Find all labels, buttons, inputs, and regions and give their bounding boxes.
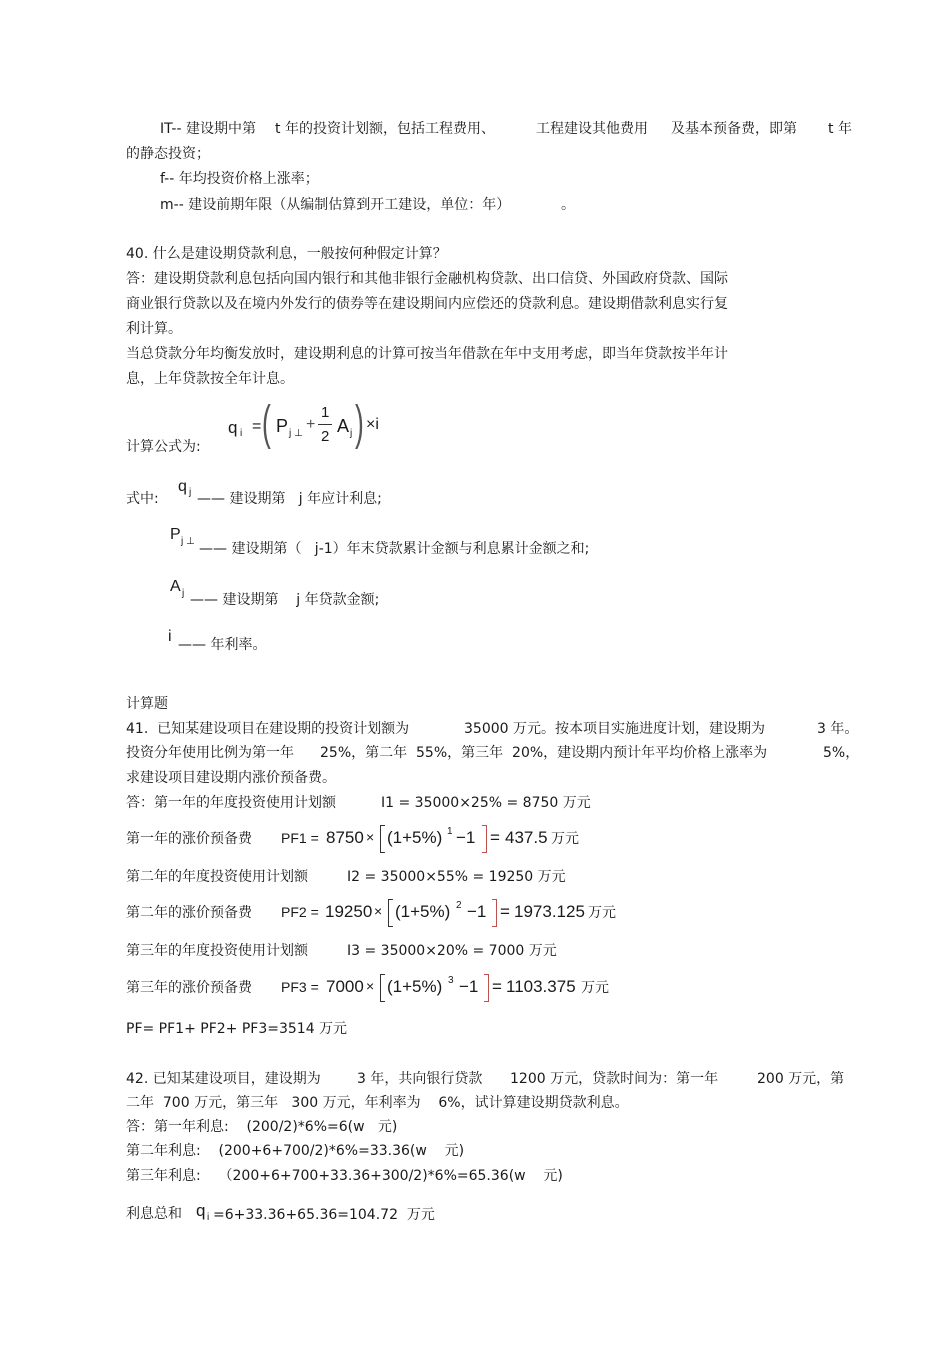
q41-line2b: 25%，第二年 55%，第三年 20%，建设期内预计年平均价格上涨率为	[320, 745, 768, 761]
q42-line1a: 42. 已知某建设项目，建设期为	[126, 1071, 321, 1087]
q41-year2-plan-value: I2 = 35000×55% = 19250 万元	[347, 869, 566, 885]
q41-line1b: 35000 万元。按本项目实施进度计划，建设期为	[464, 721, 765, 737]
def-q-symbol: q	[178, 478, 187, 495]
formula-equals: =	[252, 418, 262, 435]
def-P-sub: j ⊥	[181, 536, 195, 547]
q42-answer-year2: 第二年利息: (200+6+700/2)*6%=33.36(w 元)	[126, 1143, 465, 1159]
pf2-unit: 万元	[588, 905, 616, 921]
pf3-unit: 万元	[581, 980, 609, 996]
q41-line3: 求建设项目建设期内涨价预备费。	[126, 770, 336, 786]
formula-A: A	[337, 416, 350, 436]
q41-year1-plan-label: 答：第一年的年度投资使用计划额	[126, 795, 336, 811]
q42-line2: 二年 700 万元，第三年 300 万元，年利率为 6%，试计算建设期贷款利息。	[126, 1095, 629, 1111]
pf1-right-bracket	[482, 825, 487, 853]
pf1-unit: 万元	[551, 831, 579, 847]
pf2-result: 1973.125	[514, 902, 585, 921]
pf3-name: PF3 =	[281, 979, 319, 995]
q42-answer-year3: 第三年利息: （200+6+700+33.36+300/2)*6%=65.36(w 元)	[126, 1168, 563, 1184]
pf2-minus-one: −1	[467, 902, 487, 921]
q41-pf3-label: 第三年的涨价预备费	[126, 980, 252, 996]
q42-line1b: 3 年，共向银行贷款	[357, 1071, 483, 1087]
pf2-name: PF2 =	[281, 904, 319, 920]
formula-q: q	[228, 418, 238, 437]
pf2-growth: (1+5%)	[395, 902, 451, 921]
formula-numerator: 1	[321, 404, 330, 421]
it-def-part1: IT-- 建设期中第	[160, 121, 256, 137]
pf3-right-bracket	[484, 974, 489, 1002]
q42-total-label: 利息总和	[126, 1206, 182, 1222]
q41-sum: PF= PF1+ PF2+ PF3=3514 万元	[126, 1021, 348, 1037]
fraction-bar	[318, 424, 332, 425]
q40-question: 40. 什么是建设期贷款利息，一般按何种假定计算？	[126, 246, 447, 262]
q41-pf1-label: 第一年的涨价预备费	[126, 831, 252, 847]
q41-line1c: 3 年。	[817, 721, 859, 737]
q40-answer-line3: 利计算。	[126, 321, 182, 337]
q40-assume-line1: 当总贷款分年均衡发放时，建设期利息的计算可按当年借款在年中支用考虑，即当年贷款按半年计	[126, 346, 728, 362]
formula-P: P	[276, 416, 289, 436]
pf2-exponent: 2	[456, 900, 462, 911]
pf2-times: ×	[374, 903, 383, 919]
it-def-line2: 的静态投资；	[126, 146, 210, 162]
pf1-exponent: 1	[447, 826, 453, 837]
def-q-sub: j	[189, 487, 192, 498]
left-paren: (	[262, 397, 271, 450]
pf1-times: ×	[366, 829, 375, 845]
pf3-result: 1103.375	[506, 977, 576, 996]
q41-year1-plan-value: I1 = 35000×25% = 8750 万元	[381, 795, 591, 811]
q41-line1a: 41. 已知某建设项目在建设期的投资计划额为	[126, 721, 410, 737]
q41-year3-plan-label: 第三年的年度投资使用计划额	[126, 943, 308, 959]
q42-answer-year1: 答：第一年利息: (200/2)*6%=6(w 元)	[126, 1119, 398, 1135]
it-def-part4: 及基本预备费，即第	[671, 121, 797, 137]
def-A-sub: j	[182, 588, 185, 599]
pf3-exponent: 3	[448, 975, 454, 986]
section-title: 计算题	[126, 696, 168, 712]
formula-A-sub: j	[350, 428, 353, 439]
formula-times-i: ×i	[366, 416, 379, 433]
q40-assume-line2: 息，上年贷款按全年计息。	[126, 371, 294, 387]
formula-denominator: 2	[321, 428, 330, 445]
pf2-base: 19250	[325, 902, 373, 921]
pf3-base: 7000	[326, 977, 364, 996]
def-q-text: —— 建设期第 j 年应计利息;	[197, 491, 382, 507]
q41-line2c: 5%，	[823, 745, 860, 761]
m-def: m-- 建设前期年限（从编制估算到开工建设，单位：年）	[160, 197, 511, 213]
f-def: f-- 年均投资价格上涨率；	[160, 171, 319, 187]
pf3-times: ×	[366, 978, 375, 994]
def-i-text: —— 年利率。	[178, 637, 267, 653]
q42-total-sub: i	[207, 1212, 210, 1223]
pf1-equals: =	[490, 828, 500, 847]
def-i-symbol: i	[168, 628, 172, 645]
pf2-equals: =	[500, 902, 510, 921]
it-def-part3: 工程建设其他费用	[536, 121, 648, 137]
pf3-growth: (1+5%)	[387, 977, 443, 996]
def-A-symbol: A	[170, 578, 181, 595]
q40-answer-line1: 答：建设期贷款利息包括向国内银行和其他非银行金融机构贷款、出口信贷、外国政府贷款、国际	[126, 271, 728, 287]
pf3-equals: =	[492, 977, 502, 996]
q41-year2-plan-label: 第二年的年度投资使用计划额	[126, 869, 308, 885]
formula-P-sub: j ⊥	[289, 428, 303, 439]
right-paren: )	[355, 397, 364, 450]
pf3-left-bracket	[380, 974, 385, 1002]
q40-answer-line2: 商业银行贷款以及在境内外发行的债券等在建设期间内应偿还的贷款利息。建设期借款利息实行复	[126, 296, 728, 312]
pf1-minus-one: −1	[456, 828, 476, 847]
formula-plus: +	[306, 416, 316, 433]
q41-year3-plan-value: I3 = 35000×20% = 7000 万元	[347, 943, 557, 959]
q42-total-value: =6+33.36+65.36=104.72 万元	[213, 1207, 435, 1223]
where-label: 式中:	[126, 491, 159, 507]
pf2-right-bracket	[492, 899, 497, 927]
pf3-minus-one: −1	[459, 977, 479, 996]
q42-total-symbol: q	[196, 1201, 206, 1220]
pf1-name: PF1 =	[281, 830, 319, 846]
def-P-text: —— 建设期第（ j-1）年末贷款累计金额与利息累计金额之和;	[199, 541, 590, 557]
pf1-left-bracket	[380, 825, 385, 853]
it-def-part2: t 年的投资计划额，包括工程费用、	[275, 121, 495, 137]
q41-line2a: 投资分年使用比例为第一年	[126, 745, 294, 761]
m-def-end: 。	[561, 197, 575, 213]
formula-label: 计算公式为:	[126, 439, 201, 455]
formula-q-sub: i	[240, 428, 243, 439]
pf1-base: 8750	[326, 828, 364, 847]
def-A-text: —— 建设期第 j 年贷款金额;	[190, 592, 380, 608]
q42-line1d: 200 万元，第	[757, 1071, 845, 1087]
q41-pf2-label: 第二年的涨价预备费	[126, 905, 252, 921]
def-P-symbol: P	[170, 526, 181, 543]
q42-line1c: 1200 万元，贷款时间为：第一年	[510, 1071, 719, 1087]
pf1-result: 437.5	[505, 828, 548, 847]
it-def-part5: t 年	[828, 121, 852, 137]
pf1-growth: (1+5%)	[387, 828, 443, 847]
pf2-left-bracket	[388, 899, 393, 927]
